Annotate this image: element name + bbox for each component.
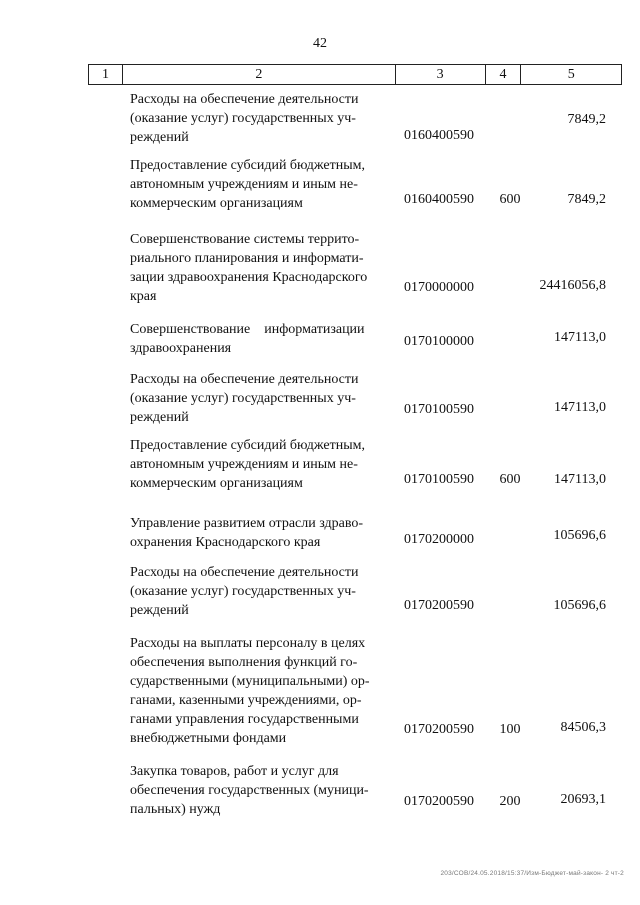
row-type: 100 [499,722,521,737]
desc-line: реждений [130,130,189,145]
desc-line: обеспечения выполнения функций го- [130,655,358,670]
desc-line: внебюджетными фондами [130,731,287,746]
header-col-4: 4 [486,65,522,84]
desc-line: охранения Краснодарского края [130,535,321,550]
row-amount: 7849,2 [567,112,606,127]
desc-line: (оказание услуг) государственных уч- [130,584,356,599]
row-description [130,514,392,552]
row-description [130,90,392,147]
row-code: 0170200590 [404,722,474,737]
desc-line: Расходы на обеспечение деятельности [130,372,359,387]
desc-line: ганами управления государственными [130,712,359,727]
desc-line: автономным учреждениям и иным не- [130,177,358,192]
desc-line: ганами, казенными учреждениями, ор- [130,693,362,708]
table-header [88,64,622,85]
header-col-5: 5 [567,66,575,82]
row-description [130,762,392,819]
desc-line: реждений [130,410,189,425]
row-code: 0170100590 [404,402,474,417]
row-code: 0160400590 [404,192,474,207]
row-amount: 7849,2 [567,192,606,207]
desc-line: зации здравоохранения Краснодарского [130,270,368,285]
desc-line: сударственными (муниципальными) ор- [130,674,370,689]
row-amount: 147113,0 [554,330,606,345]
desc-line: Предоставление субсидий бюджетным, [130,438,366,453]
row-type: 200 [499,794,521,809]
row-code: 0160400590 [404,128,474,143]
row-amount: 105696,6 [553,528,606,543]
desc-line: реждений [130,603,189,618]
row-amount: 24416056,8 [539,278,606,293]
row-description [130,634,392,748]
desc-line: коммерческим организациям [130,196,303,211]
row-code: 0170100000 [404,334,474,349]
row-type: 600 [499,192,521,207]
row-code: 0170200590 [404,598,474,613]
desc-line: коммерческим организациям [130,476,303,491]
desc-line: Расходы на выплаты персоналу в целях [130,636,366,651]
desc-line: автономным учреждениям и иным не- [130,457,358,472]
desc-line: (оказание услуг) государственных уч- [130,111,356,126]
row-amount: 105696,6 [553,598,606,613]
header-col-3: 3 [396,65,486,84]
row-amount: 20693,1 [560,792,606,807]
row-amount: 84506,3 [560,720,606,735]
desc-line: Расходы на обеспечение деятельности [130,92,359,107]
desc-line: Предоставление субсидий бюджетным, [130,158,366,173]
desc-line: Расходы на обеспечение деятельности [130,565,359,580]
desc-line: риального планирования и информати- [130,251,364,266]
page-number: 42 [313,36,327,51]
row-description [130,156,392,213]
desc-line: Совершенствование системы террито- [130,232,360,247]
desc-line: (оказание услуг) государственных уч- [130,391,356,406]
desc-line: Закупка товаров, работ и услуг для [130,764,339,779]
header-col-1: 1 [89,65,123,84]
row-description [130,436,392,493]
row-code: 0170000000 [404,280,474,295]
desc-line: пальных) нужд [130,802,221,817]
document-footer: 203/СОВ/24.05.2018/15:37/Изм-Бюджет-май-закон- 2 чт-2 [440,870,624,877]
row-description [130,563,392,620]
desc-line: Совершенствование информатизации [130,322,365,337]
row-code: 0170200590 [404,794,474,809]
row-description [130,370,392,427]
desc-line: Управление развитием отрасли здраво- [130,516,364,531]
row-amount: 147113,0 [554,472,606,487]
row-description [130,230,392,306]
desc-line: края [130,289,157,304]
header-col-2: 2 [123,65,396,84]
desc-line: здравоохранения [130,341,232,356]
row-type: 600 [499,472,521,487]
row-description [130,320,392,358]
row-code: 0170100590 [404,472,474,487]
row-amount: 147113,0 [554,400,606,415]
desc-line: обеспечения государственных (муници- [130,783,369,798]
row-code: 0170200000 [404,532,474,547]
